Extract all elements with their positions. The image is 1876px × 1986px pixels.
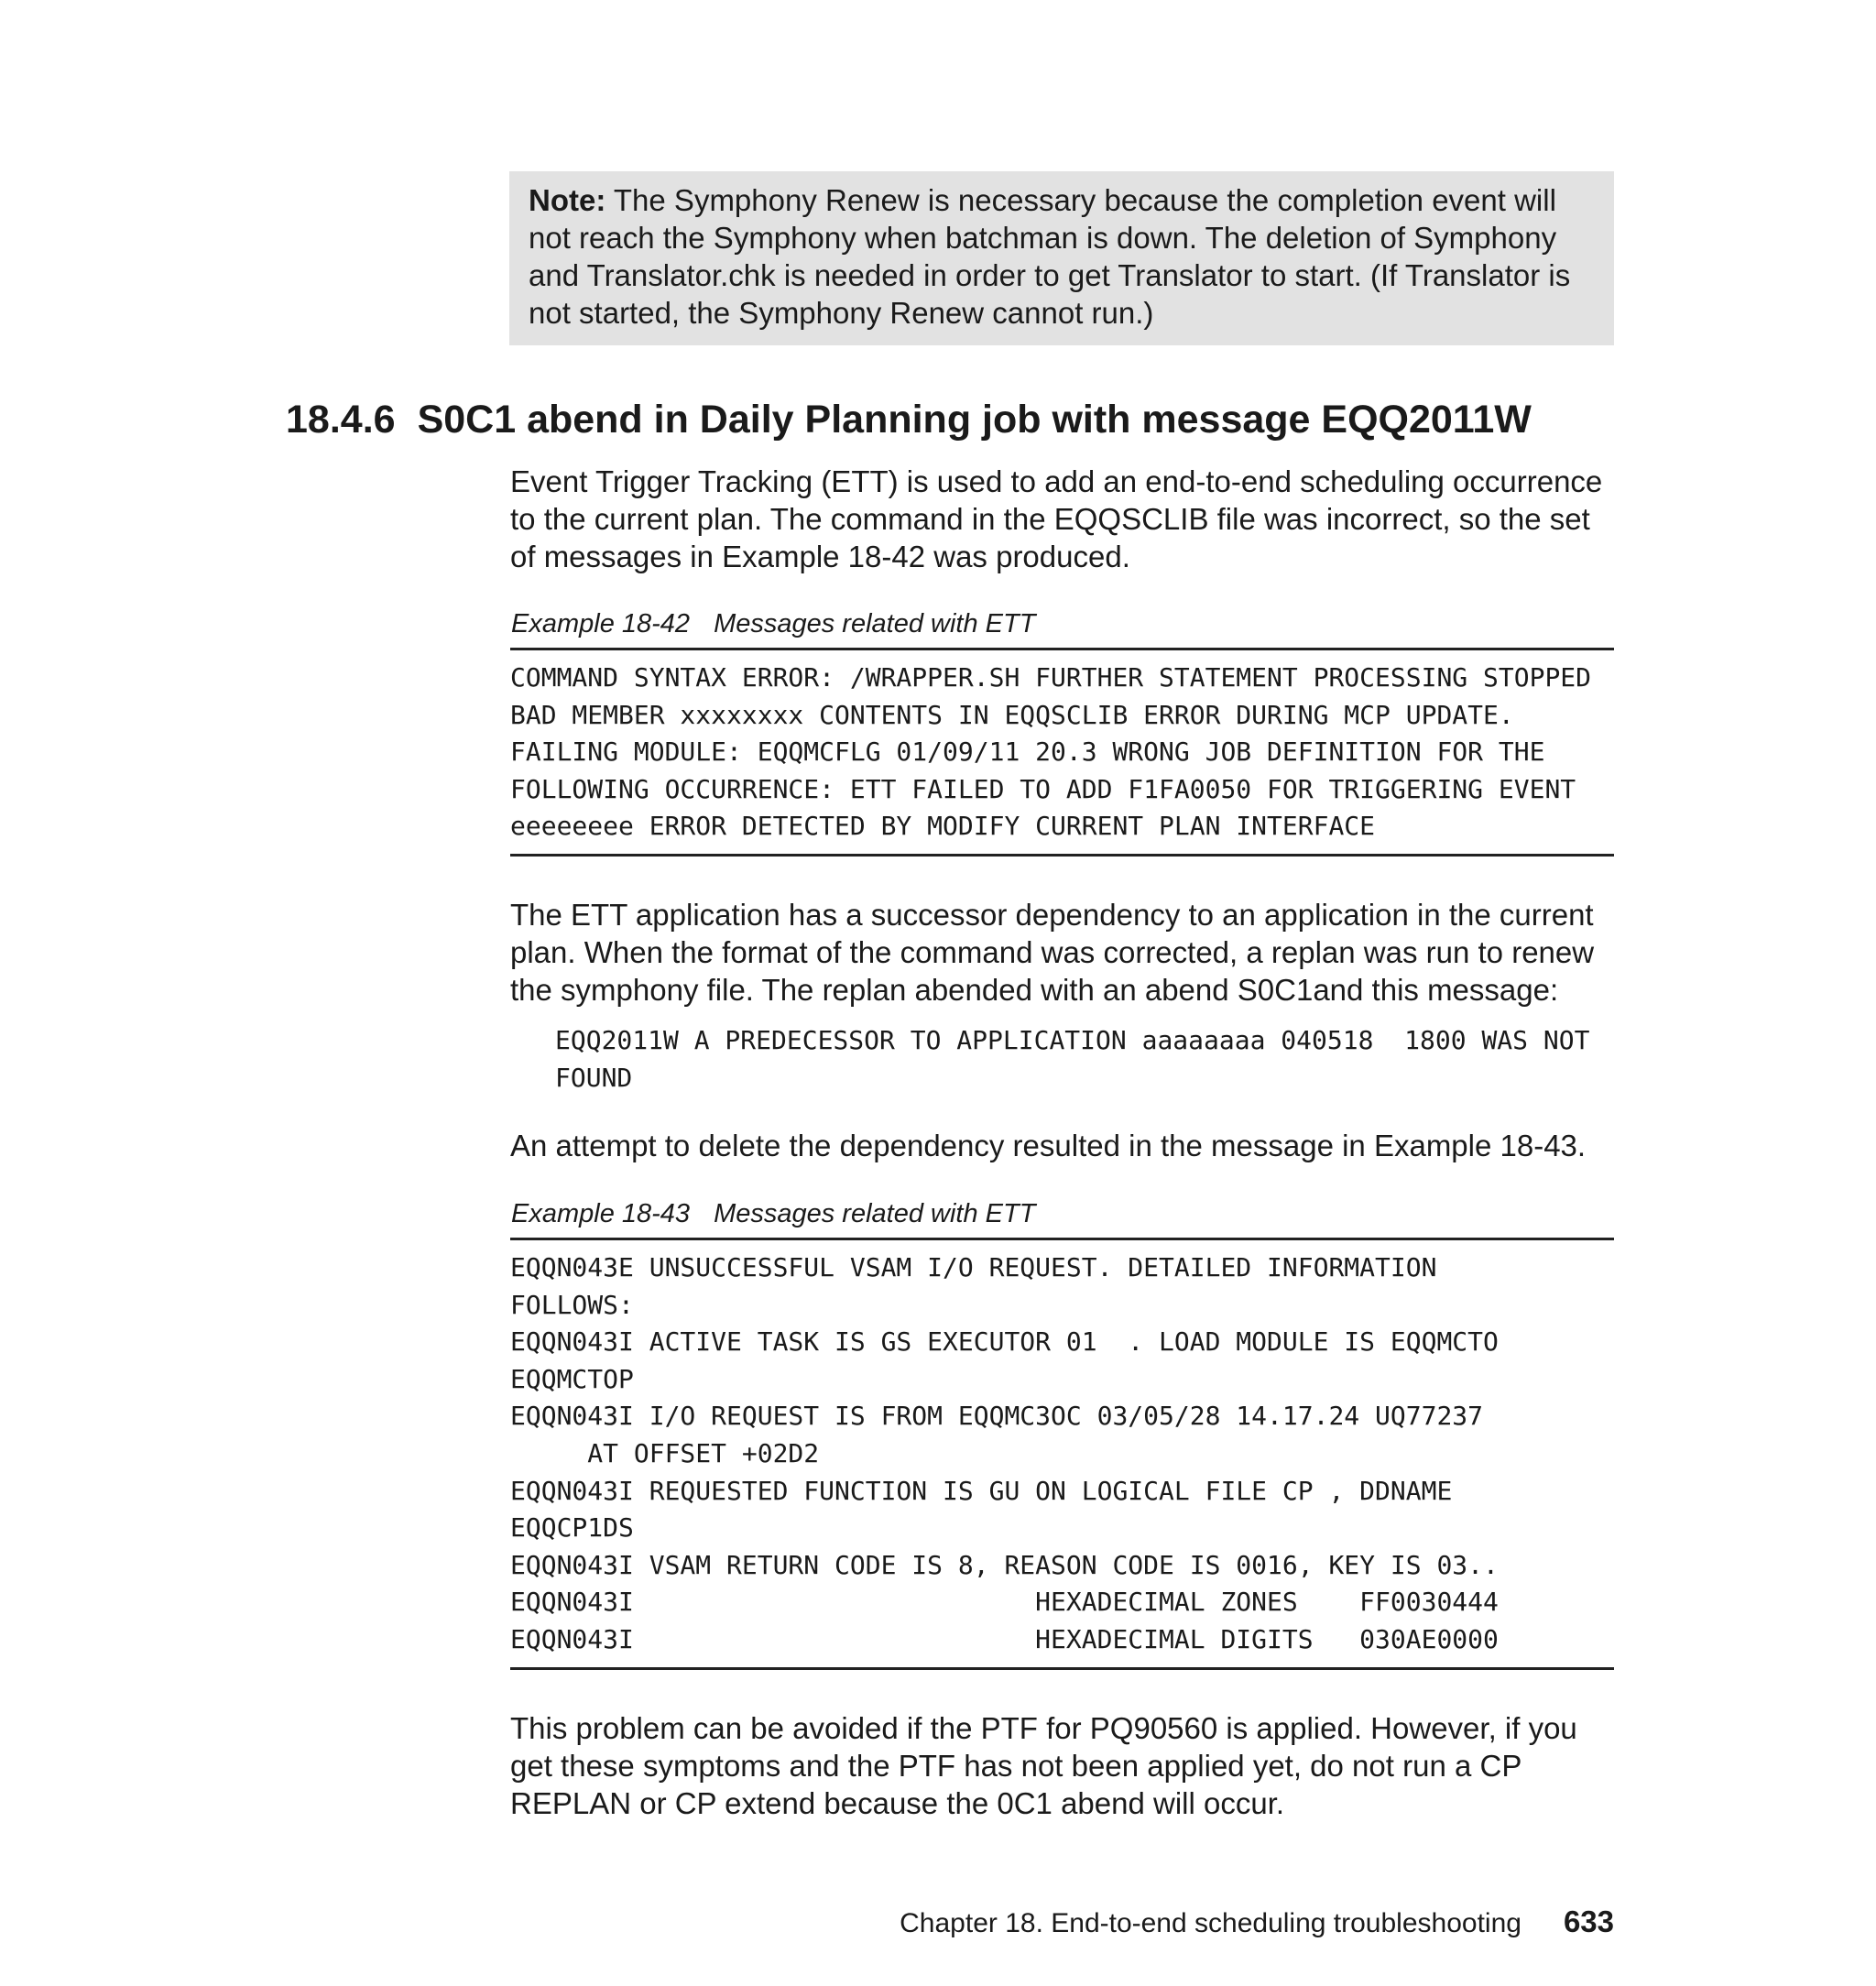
example-18-42-number: Example 18-42 bbox=[511, 609, 691, 638]
page-footer bbox=[900, 1904, 1614, 1942]
example-18-42-code: COMMAND SYNTAX ERROR: /WRAPPER.SH FURTHER STATEMENT PROCESSING STOPPED BAD MEMBER xxxxxxxx CONTENTS IN EQQSCLIB ERROR DURING MCP UPDATE. FAILING MODULE: EQQMCFLG 01/09/11 20.3 WRONG JOB DEFINITION FOR THE FOLLOWING OCCURRENCE: ETT FAILED TO ADD F1FA0050 FOR TRIGGERING EVENT eeeeeeee ERROR DETECTED BY MODIFY CURRENT PLAN INTERFACE bbox=[510, 662, 1592, 842]
note-box bbox=[509, 171, 1614, 345]
example-18-42-title: Messages related with ETT bbox=[714, 609, 1036, 638]
section-number: 18.4.6 bbox=[286, 398, 396, 442]
page-number: 633 bbox=[1563, 1904, 1614, 1938]
example-18-43-number: Example 18-43 bbox=[511, 1199, 691, 1228]
section-heading bbox=[286, 394, 1532, 445]
paragraph-successor: The ETT application has a successor dependency to an application in the current plan. When the format of the command was corrected, a replan was run to renew the symphony file. The replan abended with an abend S0C1and this message: bbox=[510, 898, 1595, 1007]
example-18-43-title: Messages related with ETT bbox=[714, 1199, 1036, 1228]
paragraph-ptf: This problem can be avoided if the PTF for PQ90560 is applied. However, if you get these symptoms and the PTF has not been applied yet, do not run a CP REPLAN or CP extend because the 0C1 abend will occur. bbox=[510, 1711, 1577, 1820]
example-18-42-bottom-rule bbox=[510, 854, 1614, 857]
example-18-43-bottom-rule bbox=[510, 1667, 1614, 1670]
footer-chapter: Chapter 18. End-to-end scheduling troubleshooting bbox=[900, 1908, 1522, 1938]
example-18-43-top-rule bbox=[510, 1238, 1614, 1240]
paragraph-delete-attempt: An attempt to delete the dependency resulted in the message in Example 18-43. bbox=[510, 1129, 1587, 1162]
note-text: The Symphony Renew is necessary because the completion event will not reach the Symphony when batchman is down. The deletion of Symphony and Translator.chk is needed in order to get Translator to start. (If Translator is not started, the Symphony Renew cannot run.) bbox=[529, 183, 1571, 330]
paragraph-intro: Event Trigger Tracking (ETT) is used to add an end-to-end scheduling occurrence to the current plan. The command in the EQQSCLIB file was incorrect, so the set of messages in Example 18-42 was produced. bbox=[510, 464, 1603, 573]
example-18-42-caption bbox=[511, 606, 1035, 642]
note-label: Note: bbox=[529, 183, 606, 217]
section-title: S0C1 abend in Daily Planning job with message EQQ2011W bbox=[417, 398, 1532, 442]
example-18-43-code: EQQN043E UNSUCCESSFUL VSAM I/O REQUEST. DETAILED INFORMATION FOLLOWS: EQQN043I ACTIVE TASK IS GS EXECUTOR 01 . LOAD MODULE IS EQQMCTO EQQMCTOP EQQN043I I/O REQUEST IS FROM EQQMC3OC 03/05/28 14.17.24 UQ77237 AT OFFSET +02D2 EQQN043I REQUESTED FUNCTION IS GU ON LOGICAL FILE CP , DDNAME EQQCP1DS EQQN043I VSAM RETURN CODE IS 8, REASON CODE IS 0016, KEY IS 03.. EQQN043I HEXADECIMAL ZONES FF0030444 EQQN043I HEXADECIMAL DIGITS 030AE0000 bbox=[510, 1252, 1499, 1654]
example-18-43-caption bbox=[511, 1195, 1035, 1232]
eqq2011w-message: EQQ2011W A PREDECESSOR TO APPLICATION aaaaaaaa 040518 1800 WAS NOT FOUND bbox=[555, 1025, 1590, 1093]
example-18-42-top-rule bbox=[510, 648, 1614, 650]
